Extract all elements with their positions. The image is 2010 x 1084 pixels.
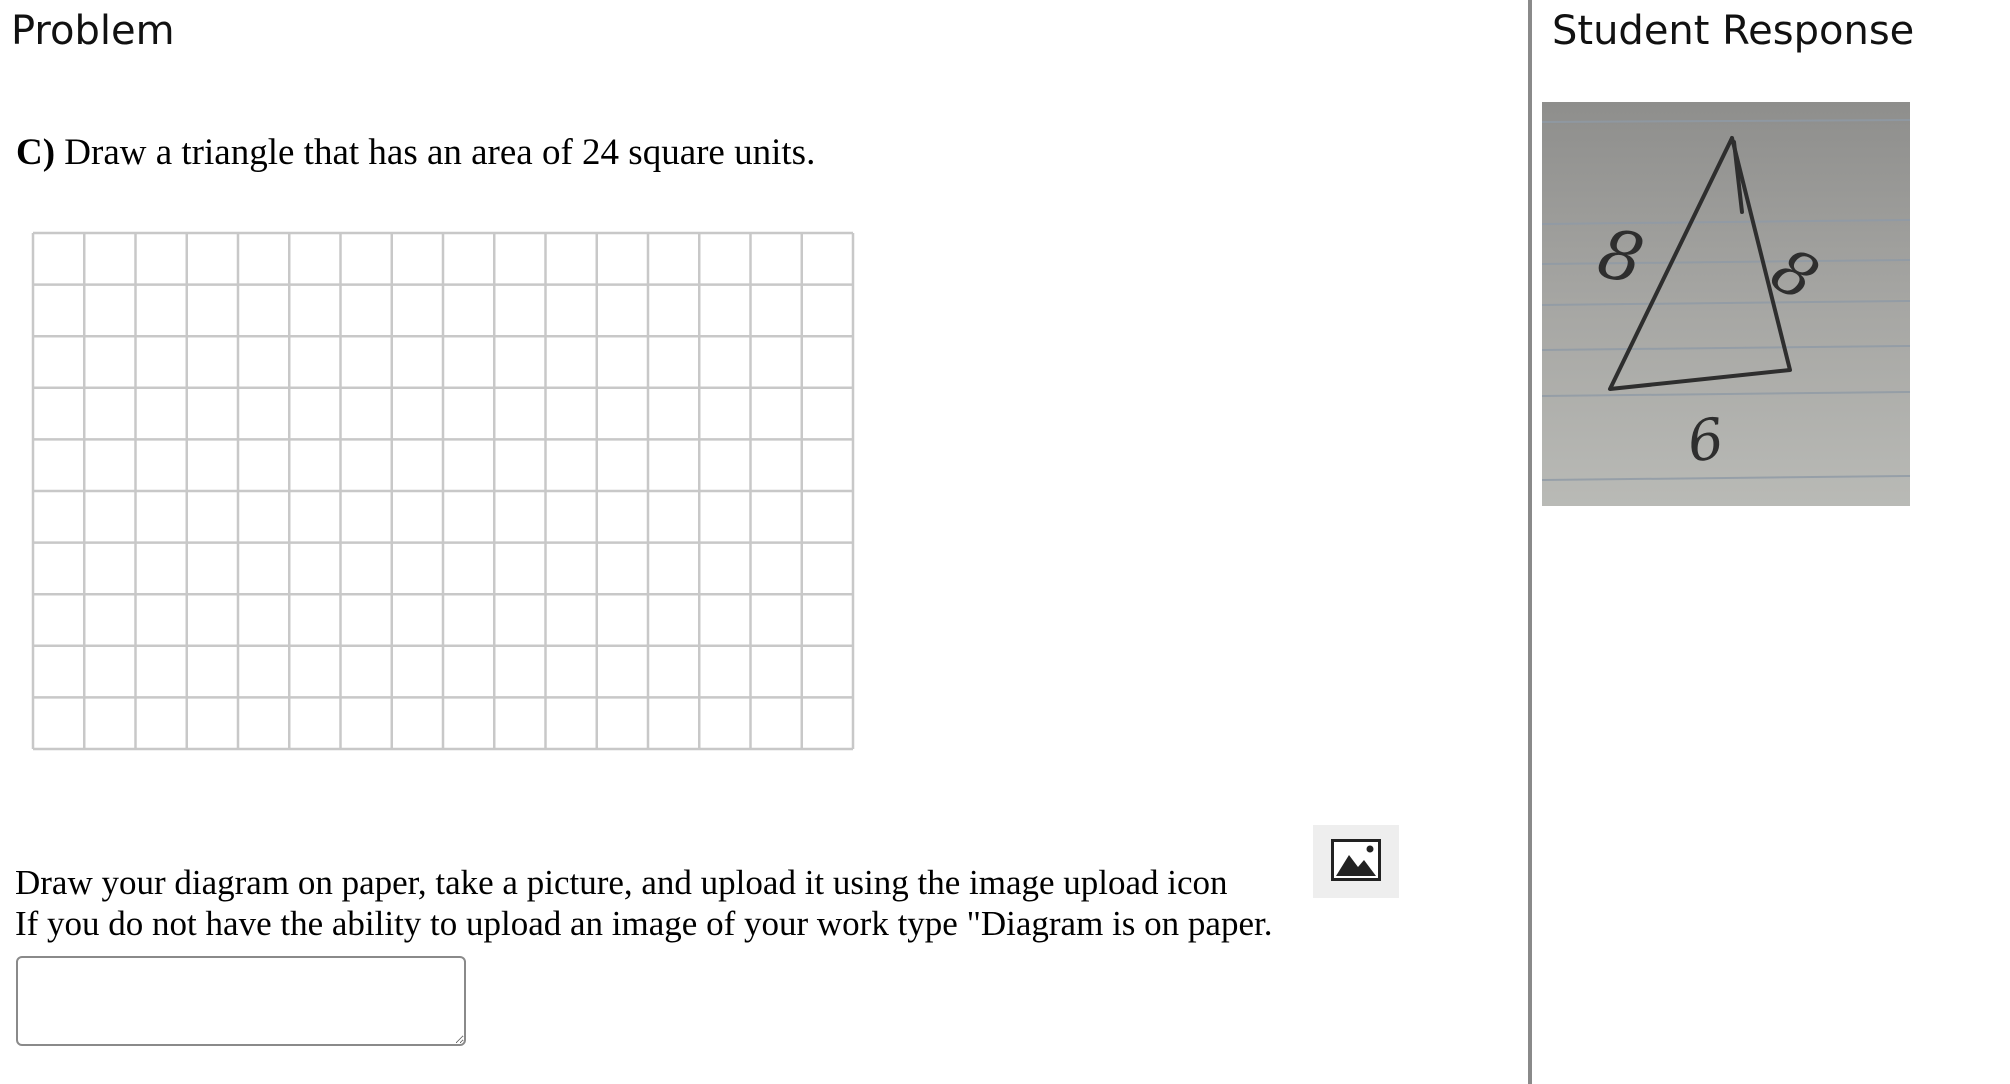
image-upload-icon [1331, 839, 1381, 884]
graph-paper-grid [30, 228, 856, 754]
photo-label-bottom: 6 [1683, 406, 1728, 476]
question-text [16, 131, 815, 174]
instruction-line-1: Draw your diagram on paper, take a picture, and upload it using the image upload icon [15, 863, 1228, 902]
photo-label-left: 8 [1591, 214, 1651, 301]
photo-label-right: 8 [1759, 232, 1831, 316]
student-work-photo [1542, 102, 1910, 506]
question-part-label: C) [16, 132, 56, 173]
student-response-heading: Student Response [1552, 8, 1915, 54]
instruction-line-2: If you do not have the ability to upload an image of your work type "Diagram is on paper. [15, 904, 1273, 943]
answer-input[interactable] [16, 956, 466, 1046]
panel-divider [1528, 0, 1532, 1084]
upload-instructions [15, 862, 1272, 944]
problem-heading: Problem [11, 8, 175, 54]
question-prompt: Draw a triangle that has an area of 24 square units. [55, 132, 816, 173]
image-upload-button[interactable] [1313, 825, 1399, 898]
